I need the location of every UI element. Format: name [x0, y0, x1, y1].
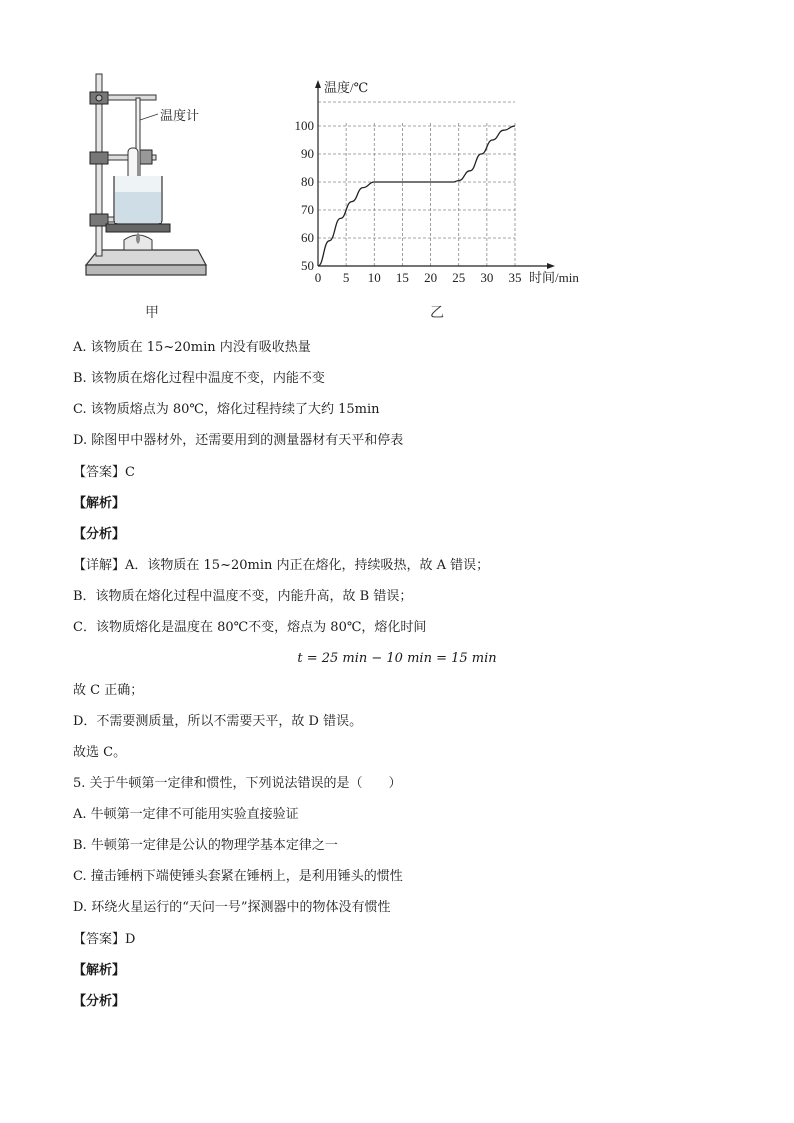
y-tick-label: 90: [301, 146, 314, 161]
middle-clamp: [90, 150, 156, 164]
q4-option-a: A. 该物质在 15~20min 内没有吸收热量: [73, 340, 311, 355]
x-tick-label: 35: [508, 270, 522, 285]
x-tick-label: 25: [452, 270, 466, 285]
q4-option-b: B. 该物质在熔化过程中温度不变，内能不变: [73, 371, 325, 386]
q4-after-1: 故 C 正确；: [73, 683, 144, 698]
figure-caption-yi: 乙: [430, 305, 444, 321]
q5-option-d: D. 环绕火星运行的“天问一号”探测器中的物体没有惯性: [73, 900, 391, 915]
q5-answer: 【答案】D: [73, 932, 136, 947]
q4-analysis-heading: 【解析】: [73, 496, 126, 511]
x-tick-label: 15: [395, 270, 409, 285]
figure-caption-jia: 甲: [145, 305, 159, 321]
y-tick-label: 70: [301, 202, 314, 217]
y-tick-label: 100: [294, 118, 314, 133]
temperature-curve: [318, 126, 515, 266]
q5-stem: 5. 关于牛顿第一定律和惯性，下列说法错误的是（ ）: [73, 776, 402, 791]
temperature-time-chart: [285, 76, 610, 291]
q4-after-2: D．不需要测质量，所以不需要天平，故 D 错误。: [73, 714, 363, 729]
upper-clamp: [90, 92, 156, 104]
q5-analysis-subheading: 【分析】: [73, 994, 126, 1009]
q5-option-c: C. 撞击锤柄下端使锤头套紧在锤柄上，是利用锤头的惯性: [73, 869, 403, 884]
q5-option-b: B. 牛顿第一定律是公认的物理学基本定律之一: [73, 838, 338, 853]
q5-option-a: A. 牛顿第一定律不可能用实验直接验证: [73, 807, 299, 822]
y-tick-label: 50: [301, 258, 314, 273]
q4-answer: 【答案】C: [73, 465, 135, 480]
x-tick-label: 0: [314, 270, 322, 285]
q4-detail-b: B．该物质在熔化过程中温度不变，内能升高，故 B 错误；: [73, 589, 413, 604]
apparatus-figure: [80, 70, 280, 295]
q4-option-d: D. 除图甲中器材外，还需要用到的测量器材有天平和停表: [73, 433, 404, 448]
q5-analysis-heading: 【解析】: [73, 963, 126, 978]
x-axis-arrow: [547, 263, 555, 269]
q4-detail-c: C．该物质熔化是温度在 80℃不变，熔点为 80℃，熔化时间: [73, 620, 427, 635]
y-tick-label: 80: [301, 174, 314, 189]
thermometer-label: 温度计: [160, 108, 200, 123]
x-tick-label: 5: [342, 270, 350, 285]
x-axis-label: 时间/min: [529, 270, 579, 285]
q4-analysis-subheading: 【分析】: [73, 527, 126, 542]
x-tick-label: 10: [367, 270, 381, 285]
q4-option-c: C. 该物质熔点为 80℃，熔化过程持续了大约 15min: [73, 402, 380, 417]
stand-base: [86, 250, 206, 265]
stand-base-front: [86, 265, 206, 275]
y-axis-arrow: [315, 80, 321, 88]
q4-detail-a: 【详解】A．该物质在 15~20min 内正在熔化，持续吸热，故 A 错误；: [73, 558, 490, 573]
x-tick-label: 20: [424, 270, 438, 285]
q4-after-3: 故选 C。: [73, 745, 127, 760]
wire-gauze: [106, 224, 170, 232]
q4-formula: t = 25 min − 10 min = 15 min: [297, 651, 497, 666]
y-tick-label: 60: [301, 230, 314, 245]
x-tick-label: 30: [480, 270, 494, 285]
y-axis-label: 温度/℃: [324, 80, 369, 95]
